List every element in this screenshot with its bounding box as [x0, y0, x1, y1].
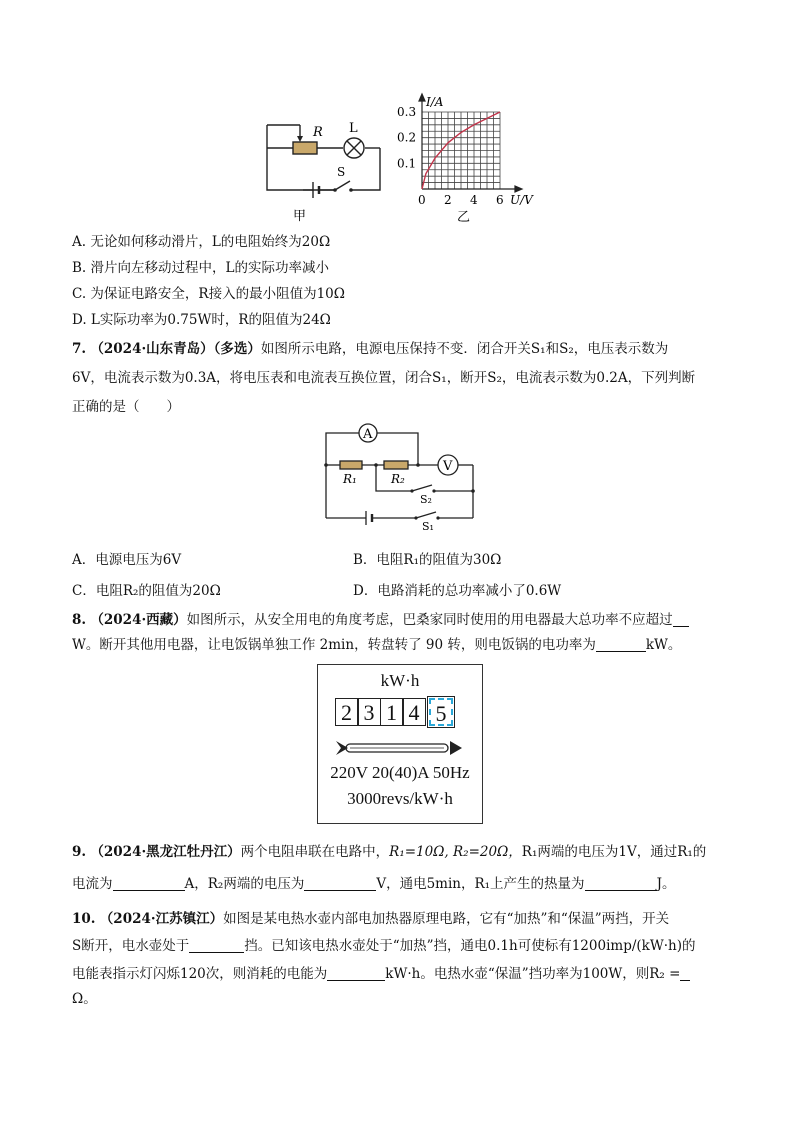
label-l: L	[349, 121, 358, 136]
q9-text-1a: 两个电阻串联在电路中，	[240, 844, 390, 860]
meter-digits	[336, 698, 453, 726]
x-tick-label: 6	[496, 193, 504, 207]
energy-meter	[317, 664, 483, 824]
y-axis-arrow	[419, 94, 425, 101]
voltmeter-label: V	[443, 459, 453, 474]
q6-option-c: C. 为保证电路安全，R接入的最小阻值为10Ω	[72, 286, 345, 302]
r2-label: R₂	[391, 472, 405, 486]
q10-text-3b: kW·h。电热水壶“保温”挡功率为100W，则R₂ =	[385, 966, 681, 982]
y-tick-label: 0.1	[397, 156, 417, 171]
q10-text-2a: S断开，电水壶处于	[72, 938, 190, 954]
x-tick-label: 0	[418, 193, 426, 207]
x-axis-arrow	[515, 186, 522, 192]
ammeter-label: A	[363, 427, 373, 442]
q9-blank-3	[585, 876, 657, 891]
meter-digit: 3	[357, 698, 381, 726]
y-tick-label: 0.3	[397, 105, 417, 119]
q10-line3	[72, 965, 690, 983]
q7-option-a: A．电源电压为6V	[72, 552, 182, 568]
q9-line2	[72, 875, 675, 893]
q8-text-1: 如图所示，从安全用电的角度考虑，巴桑家同时使用的用电器最大总功率不应超过	[186, 612, 673, 628]
q9-blank-1	[113, 876, 185, 891]
q7-option-b: B．电阻R₁的阻值为30Ω	[353, 552, 502, 568]
q9-formula: R₁=10Ω, R₂=20Ω，	[389, 844, 522, 860]
meter-digit: 2	[335, 698, 359, 726]
label-s: S	[337, 165, 346, 179]
q10-text-2b: 挡。已知该电热水壶处于“加热”挡，通电0.1h可使标有1200imp/(kW·h)的	[244, 938, 696, 954]
q10-blank-2	[327, 966, 385, 981]
q10-blank-1	[189, 938, 244, 953]
figure-circuit-jia	[255, 118, 395, 223]
q7-type: （多选）	[213, 341, 261, 357]
meter-disc-arrow	[336, 739, 464, 757]
q9-source: （2024·黑龙江牡丹江）	[90, 844, 241, 860]
q6-option-d: D. L实际功率为0.75W时，R的阻值为24Ω	[72, 312, 331, 328]
q7-source: （2024·山东青岛）	[90, 341, 214, 357]
y-tick-label: 0.2	[397, 130, 417, 145]
q8-source: （2024·西藏）	[90, 612, 187, 628]
q8-line1	[72, 611, 689, 629]
q7-number: 7.	[72, 341, 87, 357]
q8-blank-2	[596, 637, 646, 652]
meter-digit-decimal: 5	[429, 698, 453, 726]
meter-unit: kW·h	[380, 671, 420, 690]
q8-number: 8.	[72, 612, 87, 628]
r1-label: R₁	[343, 472, 357, 486]
q8-text-2b: kW。	[645, 637, 682, 653]
q10-line1	[72, 910, 669, 928]
q10-blank-3	[680, 966, 690, 981]
q7-line1	[72, 340, 668, 358]
q10-text-3a: 电能表指示灯闪烁120次，则消耗的电能为	[72, 966, 328, 982]
q6-option-a: A. 无论如何移动滑片，L的电阻始终为20Ω	[72, 234, 331, 250]
x-tick-label: 2	[444, 193, 452, 207]
s2-label: S₂	[420, 493, 432, 506]
q7-line3: 正确的是（ ）	[72, 399, 180, 415]
graph-y-label: I/A	[426, 95, 444, 109]
q8-text-2a: W。断开其他用电器，让电饭锅单独工作 2min，转盘转了 90 转，则电饭锅的电功率为	[72, 637, 596, 653]
q10-source: （2024·江苏镇江）	[99, 911, 224, 927]
q7-circuit-diagram	[318, 421, 483, 531]
q9-text-2a: 电流为	[72, 876, 113, 892]
q10-line2	[72, 937, 695, 955]
meter-spec-1: 220V 20(40)A 50Hz	[330, 763, 470, 782]
caption-jia: 甲	[293, 209, 307, 223]
meter-spec-2: 3000revs/kW·h	[347, 789, 453, 808]
q10-line4: Ω。	[72, 991, 97, 1007]
q9-text-2b: A，R₂两端的电压为	[184, 876, 305, 892]
q7-text-1: 如图所示电路，电源电压保持不变．闭合开关S₁和S₂，电压表示数为	[260, 341, 669, 357]
q8-line2	[72, 636, 681, 654]
q9-number: 9.	[72, 844, 87, 860]
q9-text-2d: J。	[656, 876, 676, 892]
q9-blank-2	[304, 876, 376, 891]
s1-label: S₁	[422, 520, 434, 531]
q7-line2: 6V，电流表示数为0.3A，将电压表和电流表互换位置，闭合S₁，断开S₂，电流表示数为0.2A，下列判断	[72, 370, 696, 386]
q8-blank-1	[673, 612, 689, 627]
q9-line1	[72, 843, 706, 861]
label-r: R	[313, 125, 323, 140]
graph-x-label: U/V	[510, 193, 533, 207]
q9-text-1b: R₁两端的电压为1V，通过R₁的	[521, 844, 707, 860]
q7-option-d: D．电路消耗的总功率减小了0.6W	[353, 583, 562, 599]
q10-number: 10.	[72, 911, 96, 927]
q9-text-2c: V，通电5min，R₁上产生的热量为	[376, 876, 585, 892]
meter-digit: 4	[402, 698, 426, 726]
meter-digit: 1	[380, 698, 404, 726]
q10-text-1: 如图是某电热水壶内部电加热器原理电路，它有“加热”和“保温”两挡，开关	[223, 911, 670, 927]
iv-graph	[395, 90, 545, 225]
q6-option-b: B. 滑片向左移动过程中，L的实际功率减小	[72, 260, 329, 276]
caption-yi: 乙	[457, 210, 471, 225]
x-tick-label: 4	[470, 193, 478, 207]
q7-option-c: C．电阻R₂的阻值为20Ω	[72, 583, 221, 599]
